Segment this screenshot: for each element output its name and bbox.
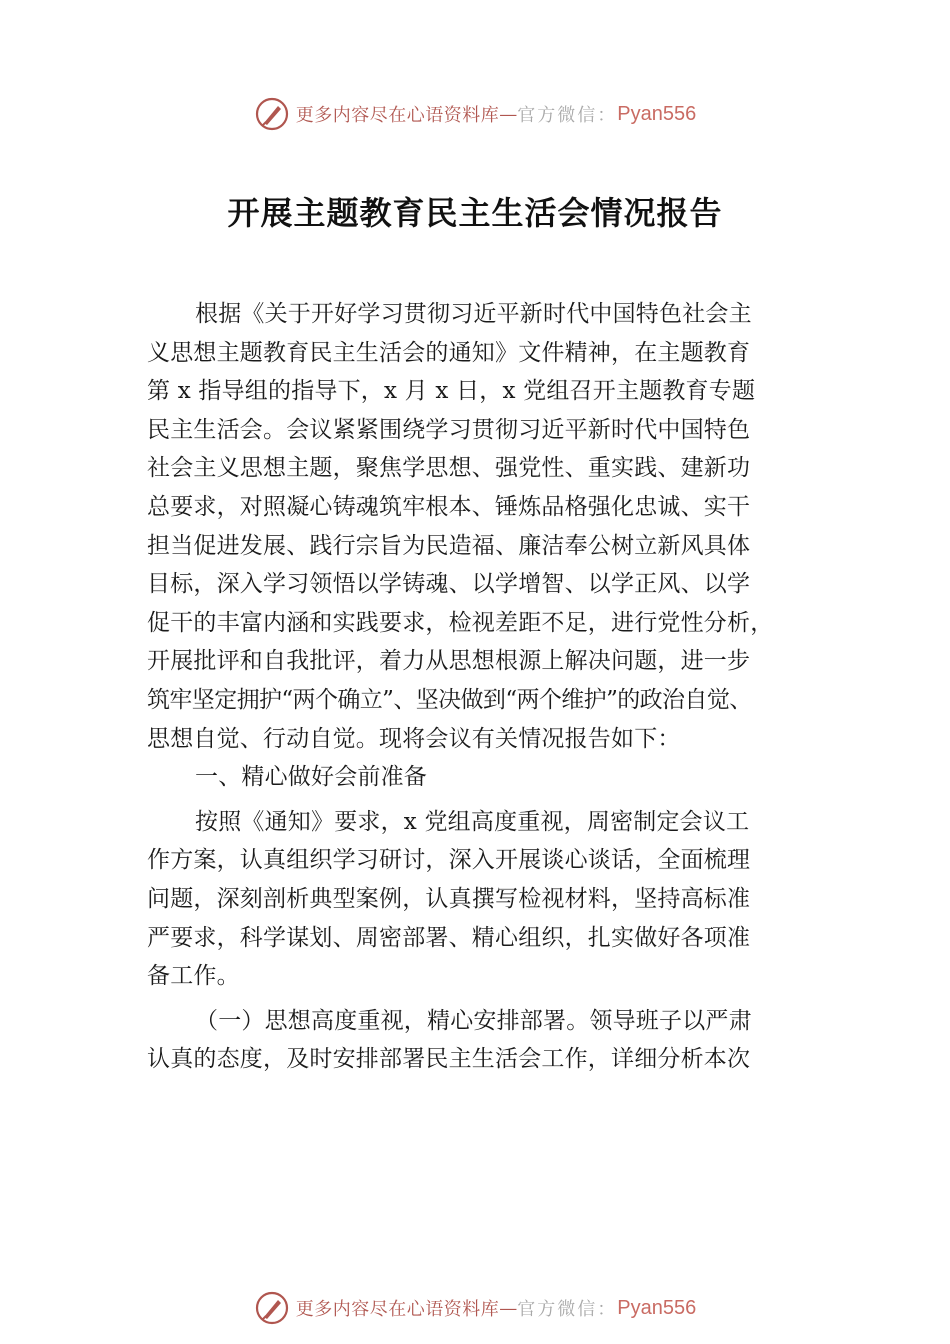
text-line: 认真的态度，及时安排部署民主生活会工作，详细分析本次 [147,1046,751,1073]
text-line: 目标，深入学习领悟以学铸魂、以学增智、以学正风、以学 [147,571,751,598]
text-line: 第 x 指导组的指导下，x 月 x 日，x 党组召开主题教育专题 [147,378,756,405]
banner-wechat-id: Pyan556 [617,102,697,125]
banner-text: 更多内容尽在心语资料库 [295,105,500,126]
text-line: 社会主义思想主题，聚焦学思想、强党性、重实践、建新功 [147,455,751,482]
section-heading: 一、精心做好会前准备 [195,764,427,791]
banner-wechat-label: 官方微信： [517,105,618,126]
text-line: 根据《关于开好学习贯彻习近平新时代中国特色社会主 [195,301,752,327]
banner-dash: — [499,1297,518,1319]
text-line: 按照《通知》要求，x 党组高度重视，周密制定会议工 [195,808,750,835]
text-line: 备工作。 [147,963,240,990]
text-line: 民主生活会。会议紧紧围绕学习贯彻习近平新时代中国特色 [147,416,751,443]
subsection-line: （一）思想高度重视，精心安排部署。领导班子以严肃 [195,1007,752,1034]
text-line: 促干的丰富内涵和实践要求，检视差距不足，进行党性分析， [147,609,774,636]
watermark-banner-top [0,94,950,134]
banner-dash: — [499,103,518,125]
text-line: 作方案，认真组织学习研讨，深入开展谈心谈话，全面梳理 [147,847,751,874]
quill-logo-icon [254,1290,290,1326]
text-line: 开展批评和自我批评，着力从思想根源上解决问题，进一步 [147,648,751,675]
banner-text: 更多内容尽在心语资料库 [295,1299,500,1320]
text-line: 担当促进发展、践行宗旨为民造福、廉洁奉公树立新风具体 [147,532,751,559]
text-line: 筑牢坚定拥护“两个确立”、坚决做到“两个维护”的政治自觉、 [147,686,752,713]
text-line: 义思想主题教育民主生活会的通知》文件精神，在主题教育 [147,339,751,366]
banner-wechat-label: 官方微信： [517,1299,618,1320]
banner-wechat-id: Pyan556 [617,1296,697,1319]
quill-logo-icon [254,96,290,132]
document-body [147,295,837,1079]
watermark-banner-bottom [0,1288,950,1328]
text-line: 总要求，对照凝心铸魂筑牢根本、锤炼品格强化忠诚、实干 [147,493,751,520]
text-line: 严要求，科学谋划、周密部署、精心组织，扎实做好各项准 [147,924,751,951]
text-line: 问题，深刻剖析典型案例，认真撰写检视材料，坚持高标准 [147,885,751,912]
text-line: 思想自觉、行动自觉。现将会议有关情况报告如下： [147,725,681,752]
document-title: 开展主题教育民主生活会情况报告 [227,194,723,232]
